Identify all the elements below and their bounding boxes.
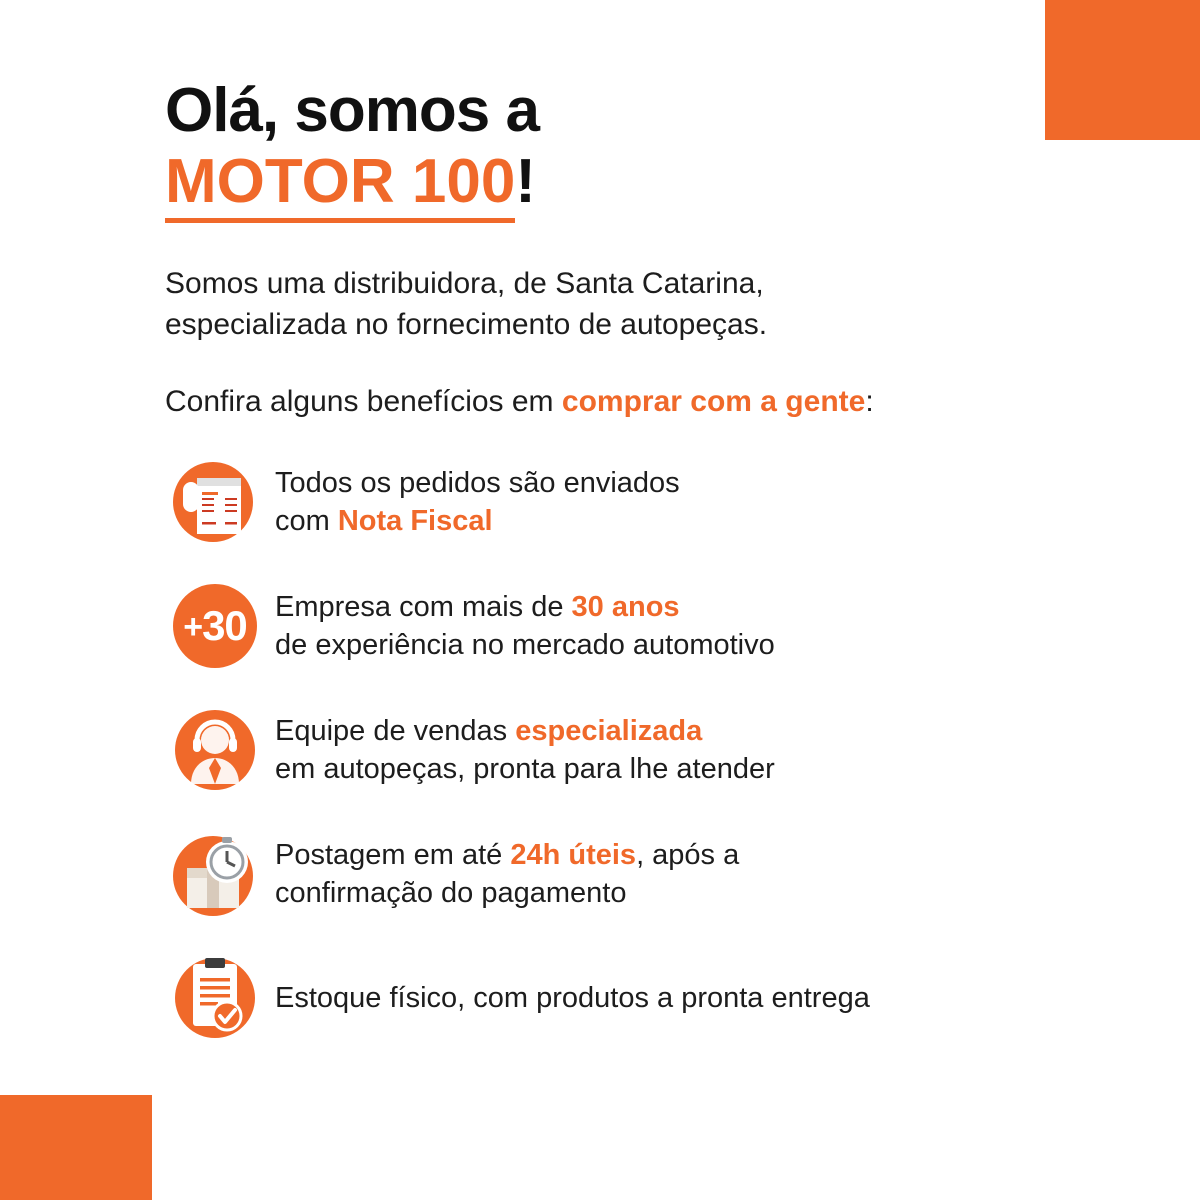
benefit-2-line1-accent: 30 anos bbox=[571, 591, 680, 624]
list-item bbox=[165, 454, 1090, 550]
receipt-icon bbox=[165, 454, 265, 550]
brand-exclamation: ! bbox=[515, 147, 536, 217]
intro-line2: especializada no fornecimento de autopeças. bbox=[165, 307, 768, 341]
list-item bbox=[165, 826, 1090, 922]
benefit-2-line2: de experiência no mercado automotivo bbox=[275, 629, 775, 662]
benefits-list bbox=[165, 454, 1090, 1046]
brand-name: MOTOR 100 bbox=[165, 147, 515, 223]
benefit-4-line1-accent: 24h úteis bbox=[510, 839, 637, 872]
list-item bbox=[165, 702, 1090, 798]
benefit-1-line2-accent: Nota Fiscal bbox=[337, 505, 493, 538]
clipboard-check-icon bbox=[165, 950, 265, 1046]
benefit-4-line2: confirmação do pagamento bbox=[275, 877, 627, 910]
page-title-line1: Olá, somos a bbox=[165, 76, 539, 145]
page-content bbox=[165, 78, 1090, 1074]
intro-line1: Somos uma distribuidora, de Santa Catarina, bbox=[165, 266, 764, 300]
list-item-text bbox=[265, 464, 680, 541]
benefit-4-line1-suffix: , após a bbox=[636, 839, 740, 872]
benefit-2-line1-prefix: Empresa com mais de bbox=[275, 591, 572, 624]
thirty-years-badge bbox=[165, 578, 265, 674]
box-stopwatch-icon bbox=[165, 826, 265, 922]
badge-plus: + bbox=[183, 608, 203, 647]
benefit-1-line2-prefix: com bbox=[275, 505, 338, 538]
benefit-3-line1-prefix: Equipe de vendas bbox=[275, 715, 516, 748]
corner-decoration-bottom-left bbox=[0, 1095, 152, 1200]
benefit-3-line1-accent: especializada bbox=[515, 715, 703, 748]
benefits-lead-accent: comprar com a gente bbox=[561, 385, 866, 419]
benefit-4-line1-prefix: Postagem em até bbox=[275, 839, 511, 872]
list-item bbox=[165, 950, 1090, 1046]
badge-circle bbox=[173, 584, 257, 668]
benefits-lead-suffix: : bbox=[865, 385, 874, 419]
badge-label bbox=[183, 602, 247, 650]
page-title-line2 bbox=[165, 143, 1090, 221]
benefits-lead-prefix: Confira alguns benefícios em bbox=[165, 385, 562, 419]
list-item-text bbox=[265, 836, 739, 913]
intro-paragraph bbox=[165, 263, 1090, 346]
benefit-1-line1: Todos os pedidos são enviados bbox=[275, 467, 680, 500]
list-item-text bbox=[265, 712, 775, 789]
headset-agent-icon bbox=[165, 702, 265, 798]
badge-number: 30 bbox=[202, 602, 247, 650]
benefit-5-line1: Estoque físico, com produtos a pronta entrega bbox=[275, 982, 870, 1015]
list-item bbox=[165, 578, 1090, 674]
benefits-lead bbox=[165, 385, 1090, 419]
list-item-text bbox=[265, 588, 775, 665]
benefit-3-line2: em autopeças, pronta para lhe atender bbox=[275, 753, 775, 786]
list-item-text bbox=[265, 979, 870, 1017]
